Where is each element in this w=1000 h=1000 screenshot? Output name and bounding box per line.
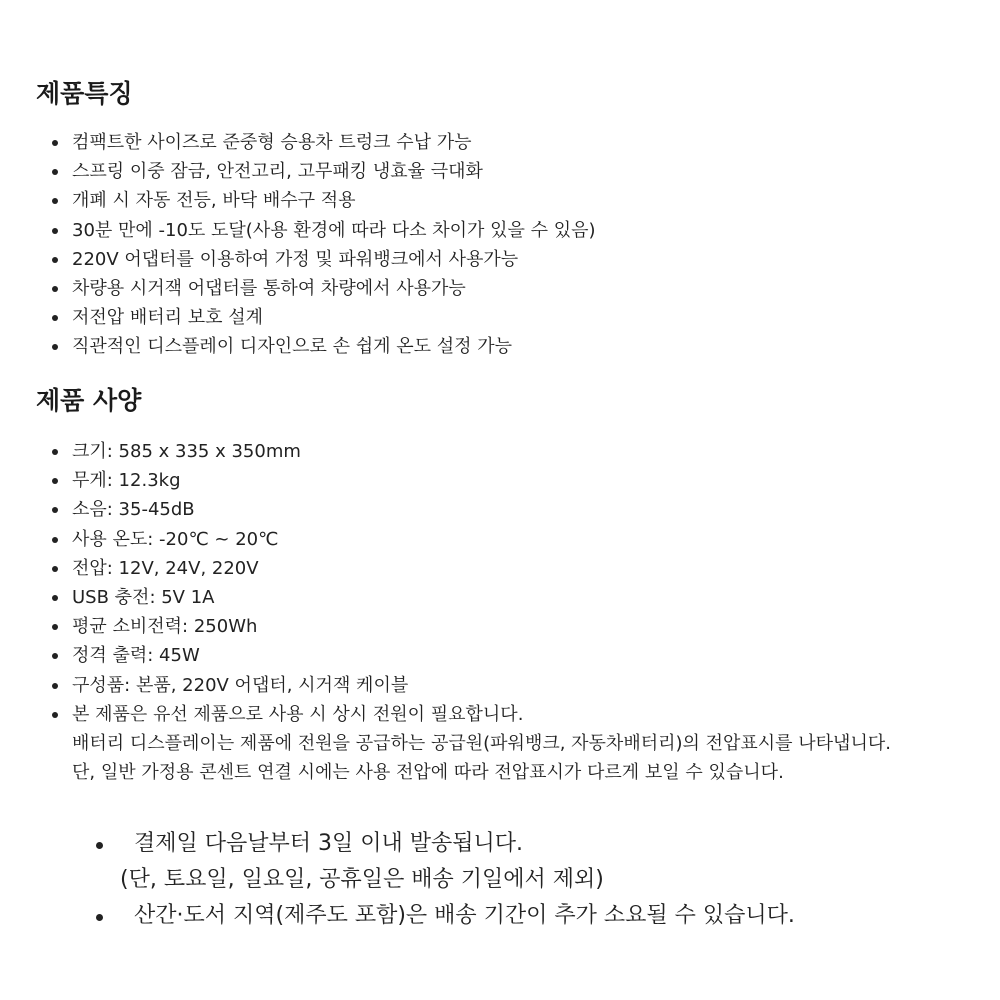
list-item: [96, 826, 795, 898]
features-title: 제품특징: [36, 79, 133, 108]
bullet-icon: [52, 449, 58, 455]
shipping-list: [96, 826, 795, 934]
specs-list: [52, 437, 891, 787]
bullet-icon: [52, 653, 58, 659]
list-item-note: [52, 700, 891, 788]
shipping-line-3: 산간·도서 지역(제주도 포함)은 배송 기간이 추가 소요될 수 있습니다.: [134, 903, 795, 928]
bullet-icon: [52, 286, 58, 292]
spec-voltage: 전압: 12V, 24V, 220V: [72, 557, 259, 579]
bullet-icon: [52, 507, 58, 513]
list-item: [52, 303, 596, 332]
bullet-icon: [52, 198, 58, 204]
list-item: [52, 216, 596, 245]
bullet-icon: [52, 683, 58, 689]
note-line-2: 배터리 디스플레이는 제품에 전원을 공급하는 공급원(파워뱅크, 자동차배터리)의 전압표시를 나타냅니다.: [72, 732, 891, 754]
bullet-icon: [52, 344, 58, 350]
list-item: [96, 898, 795, 934]
note-line-1: 본 제품은 유선 제품으로 사용 시 상시 전원이 필요합니다.: [72, 703, 524, 725]
list-item-text: 컴팩트한 사이즈로 준중형 승용차 트렁크 수납 가능: [72, 132, 472, 153]
bullet-icon: [52, 478, 58, 484]
list-item: [52, 495, 891, 524]
bullet-icon: [52, 566, 58, 572]
bullet-icon: [52, 257, 58, 263]
list-item-text: 스프링 이중 잠금, 안전고리, 고무패킹 냉효율 극대화: [72, 161, 483, 183]
spec-weight: 무게: 12.3kg: [72, 470, 181, 492]
features-list: [52, 128, 596, 362]
spec-output: 정격 출력: 45W: [72, 645, 200, 667]
list-item: [52, 437, 891, 466]
spec-temperature: 사용 온도: -20℃ ~ 20℃: [72, 528, 279, 550]
spec-noise: 소음: 35-45dB: [72, 499, 195, 521]
list-item: [52, 466, 891, 495]
shipping-line-2: (단, 토요일, 일요일, 공휴일은 배송 기일에서 제외): [120, 867, 604, 892]
spec-usb: USB 충전: 5V 1A: [72, 586, 215, 608]
specs-title: 제품 사양: [36, 386, 142, 415]
list-item-text: 개폐 시 자동 전등, 바닥 배수구 적용: [72, 190, 356, 212]
list-item-text: 220V 어댑터를 이용하여 가정 및 파워뱅크에서 사용가능: [72, 248, 519, 270]
spec-power: 평균 소비전력: 250Wh: [72, 616, 258, 638]
bullet-icon: [52, 712, 58, 718]
list-item: [52, 554, 891, 583]
list-item: [52, 274, 596, 303]
note-line-3: 단, 일반 가정용 콘센트 연결 시에는 사용 전압에 따라 전압표시가 다르게 보일 수 있습니다.: [72, 762, 784, 784]
bullet-icon: [52, 537, 58, 543]
bullet-icon: [52, 140, 58, 146]
list-item: [52, 612, 891, 641]
list-item: [52, 186, 596, 215]
bullet-icon: [52, 169, 58, 175]
list-item-text: 차량용 시거잭 어댑터를 통하여 차량에서 사용가능: [72, 277, 466, 299]
spec-components: 구성품: 본품, 220V 어댑터, 시거잭 케이블: [72, 674, 409, 696]
bullet-icon: [96, 914, 103, 921]
shipping-line-1: 결제일 다음날부터 3일 이내 발송됩니다.: [134, 831, 523, 856]
bullet-icon: [52, 624, 58, 630]
list-item-text: 저전압 배터리 보호 설계: [72, 307, 264, 329]
list-item: [52, 332, 596, 361]
list-item-text: 30분 만에 -10도 도달(사용 환경에 따라 다소 차이가 있을 수 있음): [72, 219, 596, 241]
list-item: [52, 157, 596, 186]
list-item-text: 직관적인 디스플레이 디자인으로 손 쉽게 온도 설정 가능: [72, 336, 512, 358]
list-item: [52, 128, 596, 157]
bullet-icon: [52, 315, 58, 321]
bullet-icon: [52, 228, 58, 234]
spec-size: 크기: 585 x 335 x 350mm: [72, 441, 301, 462]
bullet-icon: [96, 842, 103, 849]
list-item: [52, 641, 891, 670]
bullet-icon: [52, 595, 58, 601]
list-item: [52, 525, 891, 554]
list-item: [52, 583, 891, 612]
list-item: [52, 671, 891, 700]
list-item: [52, 245, 596, 274]
